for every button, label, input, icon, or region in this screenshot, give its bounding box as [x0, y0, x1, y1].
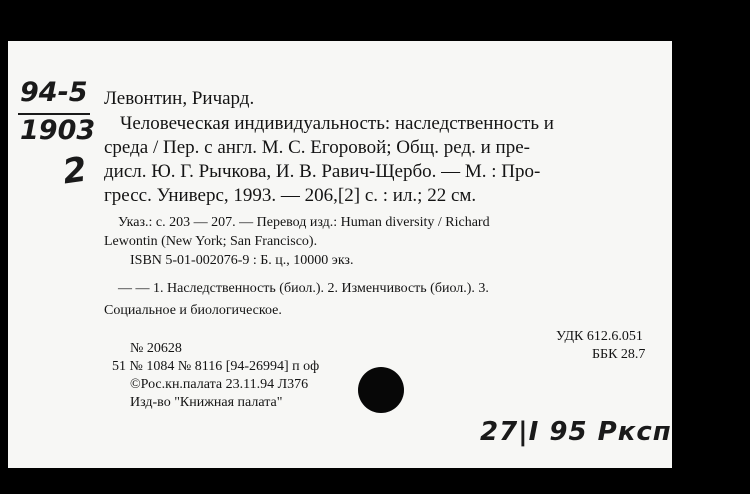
title-line-3: дисл. Ю. Г. Рычкова, И. В. Равич-Щербо. — М. : Про- [104, 161, 541, 182]
title-line-1: Человеческая индивидуальность: наследственность и [120, 113, 554, 134]
udk: УДК 612.6.051 [556, 329, 643, 344]
note-line-1: Указ.: с. 203 — 207. — Перевод изд.: Human diversity / Richard [118, 215, 490, 230]
handwritten-side-note: 27|I 95 Ркcп [480, 417, 672, 447]
card-number: № 20628 [130, 341, 182, 356]
handwritten-shelf-bottom: 1903 [20, 115, 96, 146]
subject-line-1: — — 1. Наследственность (биол.). 2. Изменчивость (биол.). 3. [118, 281, 489, 296]
bbk: ББК 28.7 [592, 347, 646, 362]
subject-line-2: Социальное и биологическое. [104, 303, 282, 318]
catalog-card [8, 41, 672, 468]
copyright: ©Рос.кн.палата 23.11.94 Л376 [130, 377, 309, 392]
author: Левонтин, Ричард. [104, 88, 255, 109]
note-line-2: Lewontin (New York; San Francisco). [104, 234, 318, 249]
publisher: Изд-во "Книжная палата" [130, 395, 283, 410]
punch-hole [358, 367, 404, 413]
print-line: 51 № 1084 № 8116 [94-26994] п оф [112, 359, 320, 374]
title-line-4: гресс. Универс, 1993. — 206,[2] с. : ил.; 22 см. [104, 185, 477, 206]
handwritten-copies: 2 [60, 149, 90, 193]
isbn: ISBN 5-01-002076-9 : Б. ц., 10000 экз. [130, 253, 354, 268]
handwritten-shelf-top: 94-5 [20, 77, 88, 108]
title-line-2: среда / Пер. с англ. М. С. Егоровой; Общ. ред. и пре- [104, 137, 530, 158]
